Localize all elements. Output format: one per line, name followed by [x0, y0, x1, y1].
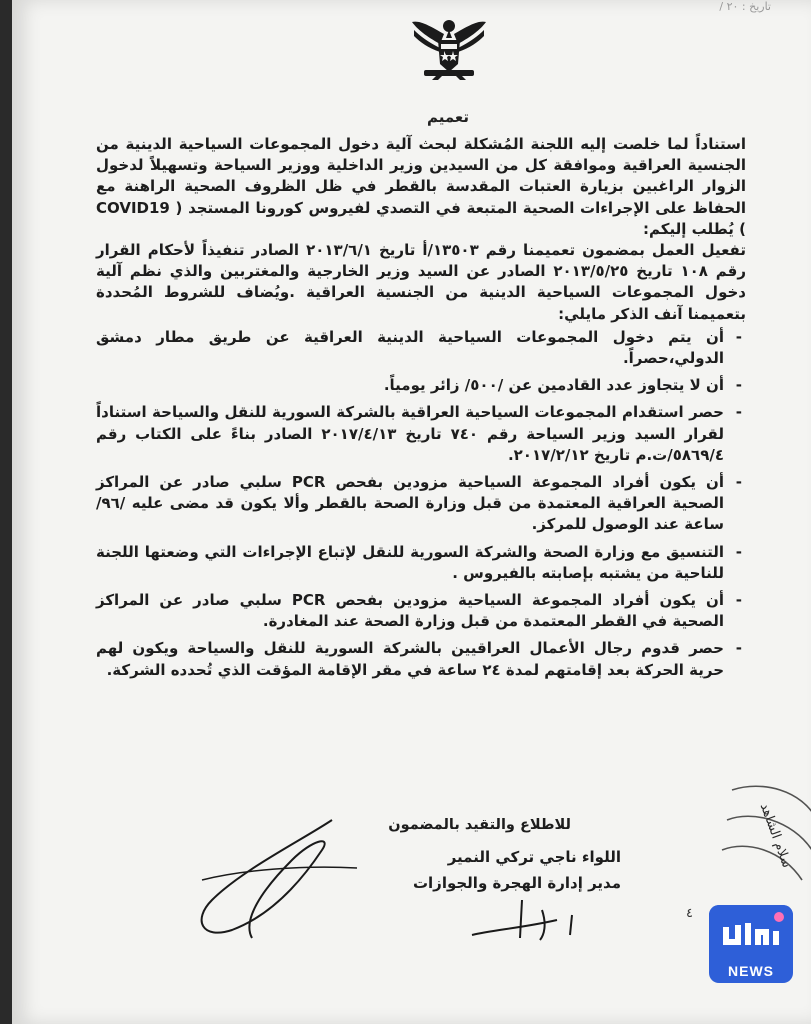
svg-text:سلام الشاهد: سلام الشاهد	[756, 801, 795, 870]
list-item: - أن يكون أفراد المجموعة السياحية مزودين بفحص PCR سلبي صادر عن المراكز الصحية العراقية المعتمدة من قبل وزارة الصحة بالقطر وألا يكون قد مضى عليه /٩٦/ ساعة عند الوصول للمركز.	[96, 472, 724, 536]
list-item: - التنسيق مع وزارة الصحة والشركة السورية للنقل لإتباع الإجراءات التي وضعتها اللجنة للناحية من يشتبه بإصابته بالفيروس .	[96, 542, 724, 584]
document-title: تعميم	[426, 108, 470, 126]
paragraph-2: تفعيل العمل بمضمون تعميمنا رقم ١٣٥٠٣/أ تاريخ ٢٠١٣/٦/١ الصادر تنفيذاً لأحكام القرار رقم ١٠٨ تاريخ ٢٠١٣/٥/٢٥ الصادر عن السيد وزير الخارجية والمغتربين والذي نظم آلية دخول المجموعات السياحية الدينية من الجنسية العراقية .ويُضاف للشروط المُحددة بتعميمنا آنف الذكر مايلي:	[96, 241, 746, 323]
watermark-badge	[709, 905, 793, 983]
eagle-emblem-icon	[410, 12, 488, 84]
signatory-name: اللواء ناجي تركي النمير	[447, 848, 621, 866]
list-item: - أن يكون أفراد المجموعة السياحية مزودين بفحص PCR سلبي صادر عن المراكز الصحية في القطر المعتمدة من قبل وزارة الصحة عند المغادرة.	[96, 590, 724, 632]
watermark-label: NEWS	[728, 963, 774, 979]
list-item: - حصر استقدام المجموعات السياحية العراقية بالشركة السورية للنقل والسياحة استناداً لقرار السيد وزير السياحة رقم ٧٤٠ تاريخ ٢٠١٧/٤/١٣ الصادر بناءً على الكتاب رقم ٥٨٦٩/٤/ت.م تاريخ ٢٠١٧/٢/١٢.	[96, 402, 724, 466]
margin-note: ٤	[686, 906, 693, 921]
alsumaria-logo-icon	[709, 905, 793, 961]
list-item: - أن يتم دخول المجموعات السياحية الدينية العراقية عن طريق مطار دمشق الدولي،حصراً.	[96, 327, 724, 369]
list-item: - حصر قدوم رجال الأعمال العراقيين بالشركة السورية للنقل والسياحة ويكون لهم حرية الحركة بعد إقامتهم لمدة ٢٤ ساعة في مقر الإقامة المؤقت الذي تُحدده الشركة.	[96, 638, 724, 680]
signatory-title: مدير إدارة الهجرة والجوازات	[412, 874, 621, 892]
document-page	[12, 0, 811, 1024]
document-body	[96, 134, 746, 687]
list-item: - أن لا يتجاوز عدد القادمين عن /٥٠٠/ زائر يومياً.	[96, 375, 724, 396]
conditions-list	[96, 327, 746, 681]
intro-paragraph	[96, 134, 746, 240]
handwritten-initials-icon	[462, 880, 602, 950]
closing-line: للاطلاع والتقيد بالمضمون	[388, 817, 571, 833]
intro-text: استناداً لما خلصت إليه اللجنة المُشكلة لبحث آلية دخول المجموعات السياحية الدينية من الجنسية العراقية وموافقة كل من السيدين وزير الداخلية ووزير السياحة وتسهيلاً لدخول الزوار الراغبين بزيارة العتبات المقدسة بالقطر في ظل الظروف الصحية الراهنة مع الحفاظ على الإجراءات الصحية المتبعة في التصدي لفيروس كورونا المستجد ( COVID19 )	[96, 135, 746, 238]
request-phrase: يُطلب إليكم:	[643, 219, 734, 238]
date-line: تاريخ : ٢٠ /	[719, 0, 771, 13]
signature-icon	[182, 810, 372, 950]
seal-stamp-icon	[712, 780, 811, 900]
